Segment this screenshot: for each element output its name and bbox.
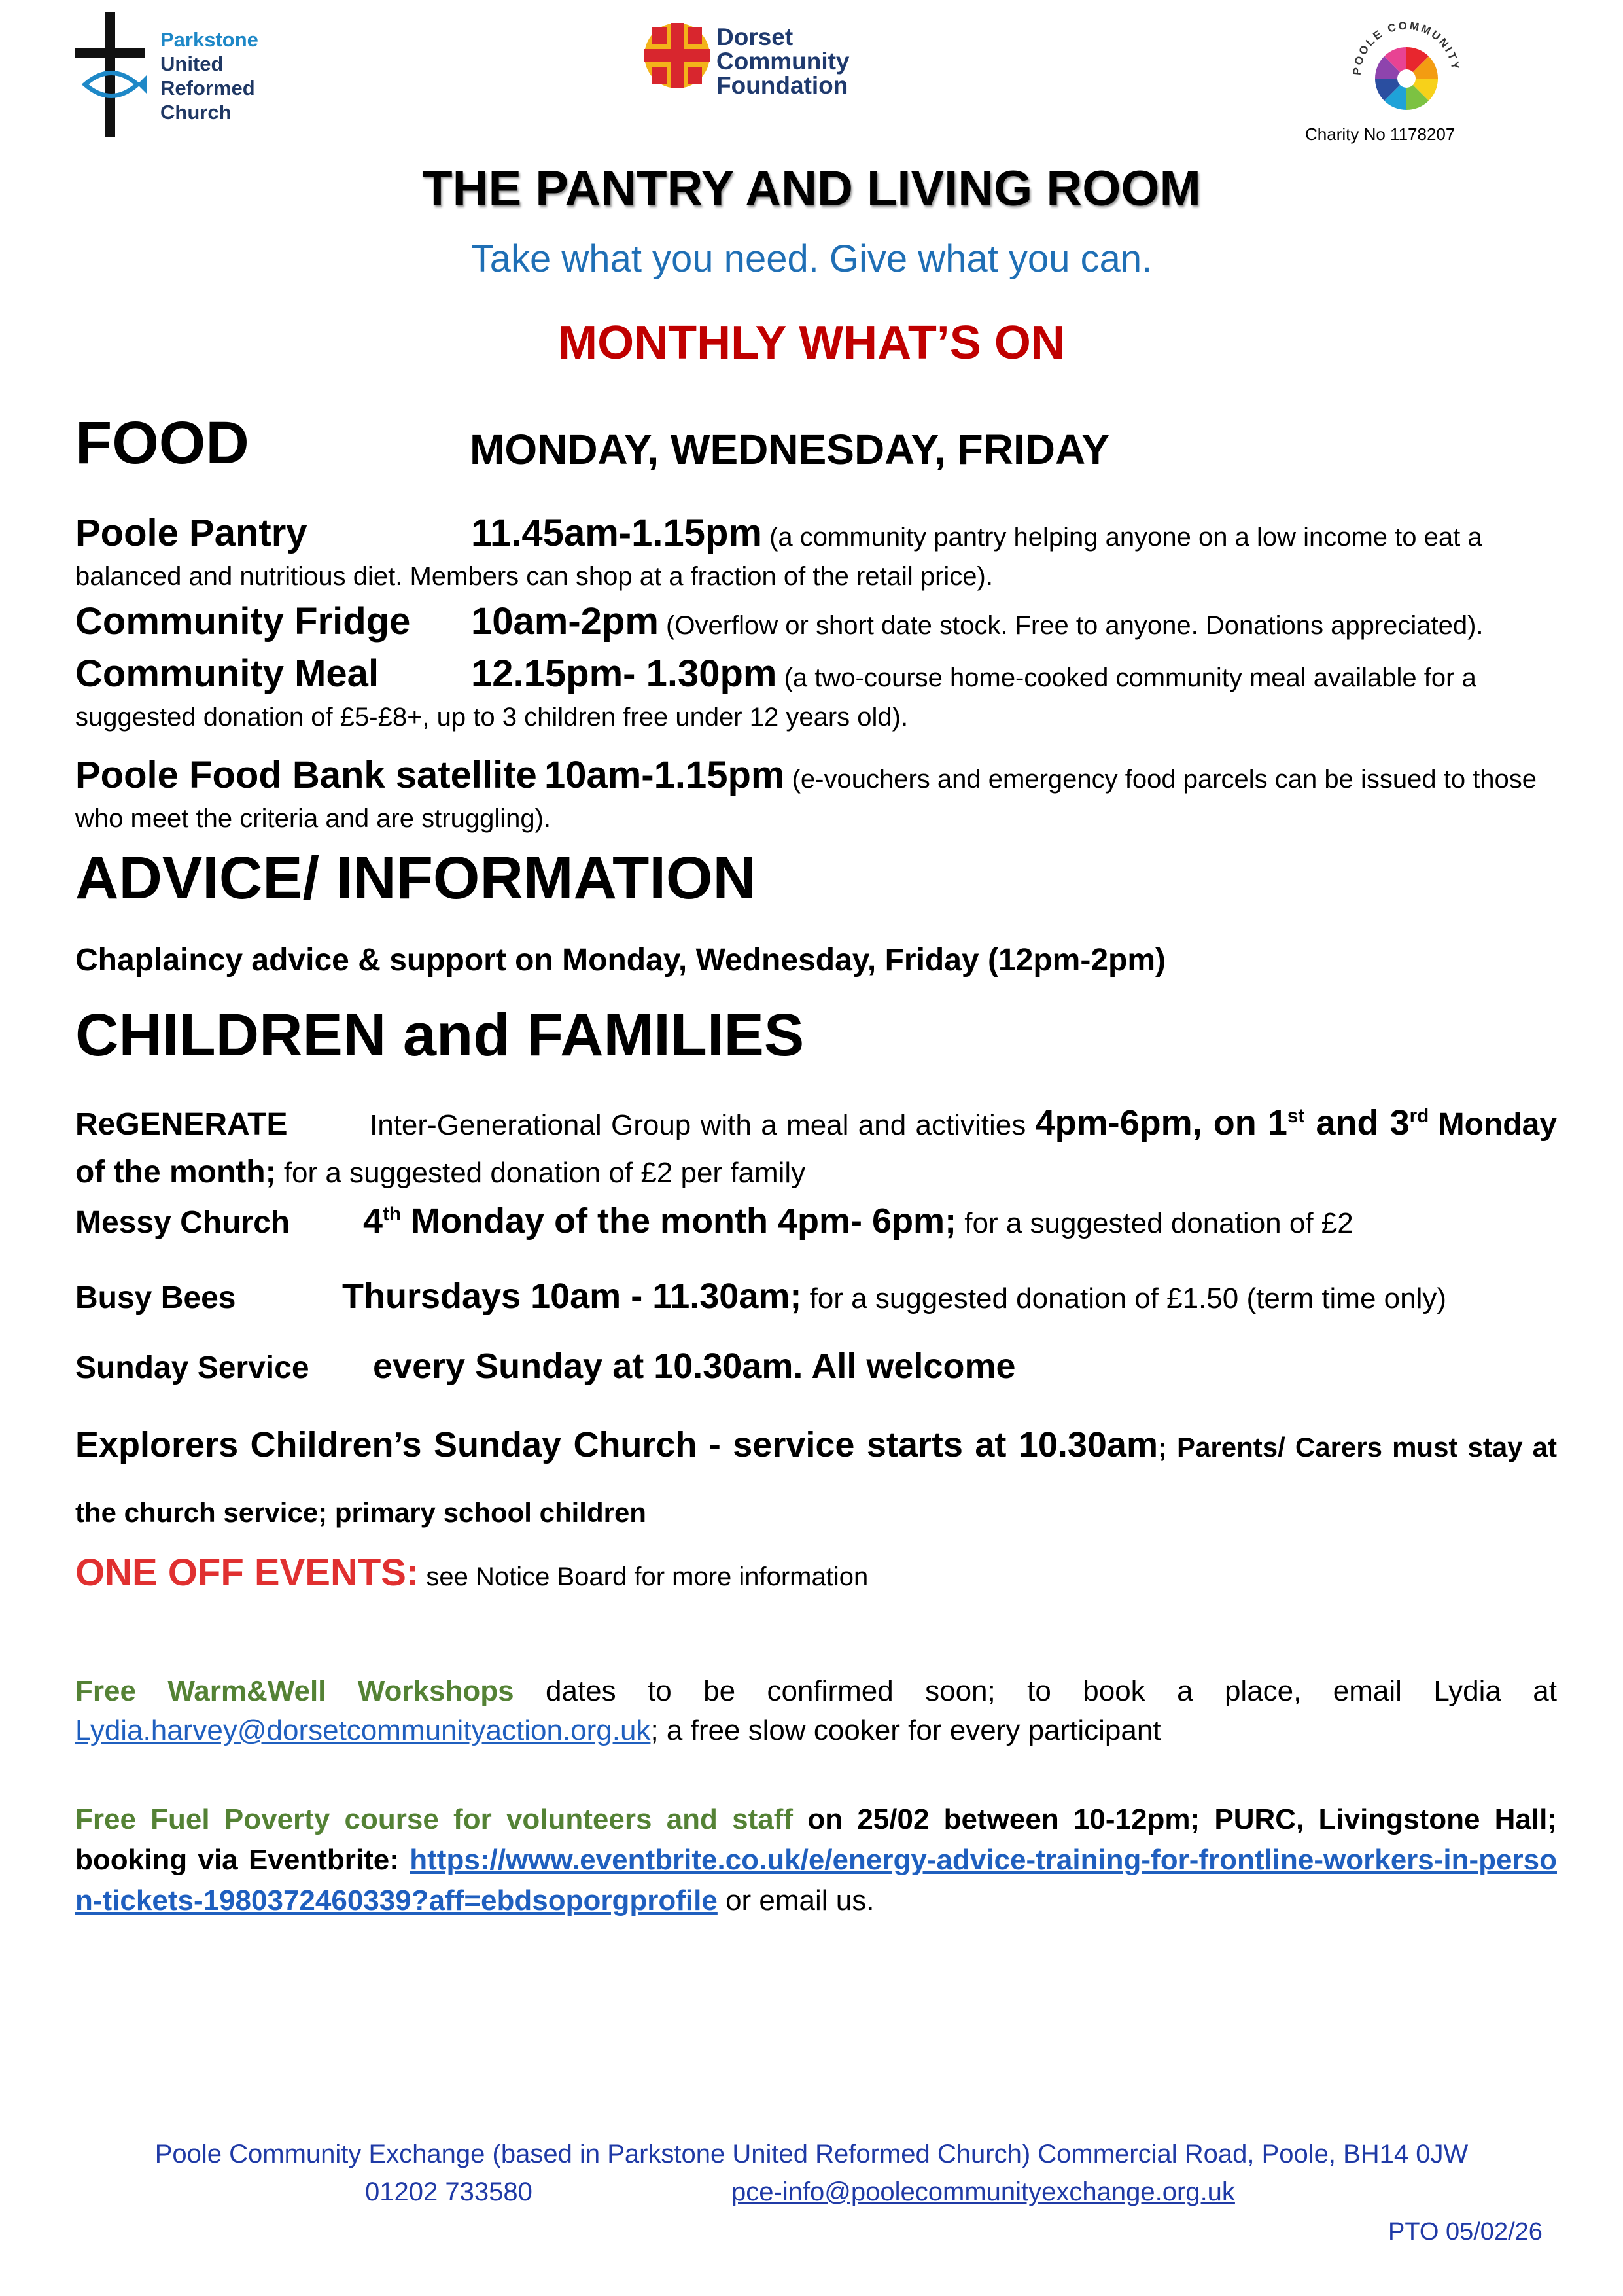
food-item-desc: (a two-course home-cooked community meal available for a suggested donation of £5-£8+, up to 3 children free under 12 years old). xyxy=(75,663,1476,732)
warm-well-tail: ; a free slow cooker for every participant xyxy=(650,1714,1161,1746)
messy-time: Monday of the month 4pm- 6pm; xyxy=(401,1201,957,1241)
warm-well-text: dates to be confirmed soon; to book a place, email Lydia at xyxy=(514,1675,1557,1707)
busy-bees-label: Busy Bees xyxy=(75,1280,236,1315)
messy-note: for a suggested donation of £2 xyxy=(956,1207,1353,1239)
sunday-service-item xyxy=(75,1343,1557,1392)
pce-wheel-icon xyxy=(1308,16,1505,128)
messy-church-item xyxy=(75,1197,1557,1247)
messy-church-label: Messy Church xyxy=(75,1205,290,1240)
one-off-text: see Notice Board for more information xyxy=(419,1563,869,1591)
regenerate-label: ReGENERATE xyxy=(75,1107,288,1142)
footer-pto: PTO 05/02/26 xyxy=(1388,2218,1543,2246)
explorers-note: ; Parents/ Carers must stay at the church service; primary school children xyxy=(75,1432,1557,1528)
lydia-email-link[interactable]: Lydia.harvey@dorsetcommunityaction.org.uk xyxy=(75,1714,651,1746)
messy-num: 4 xyxy=(363,1201,383,1241)
footer-phone: 01202 733580 xyxy=(365,2178,532,2206)
dcf-logo-text: Dorset Community Foundation xyxy=(716,24,850,99)
food-item-label: Poole Pantry xyxy=(75,512,307,554)
shield-icon xyxy=(644,20,710,92)
regenerate-time-b: and 3 xyxy=(1304,1103,1410,1142)
purc-logo xyxy=(72,9,268,143)
fuel-poverty-tail: or email us. xyxy=(717,1884,875,1916)
food-item-community-meal xyxy=(75,654,1557,737)
fuel-poverty-notice xyxy=(75,1799,1557,1921)
regenerate-time-c: Monday of the month; xyxy=(75,1107,1558,1190)
explorers-main: Explorers Children’s Sunday Church - service starts at 10.30am xyxy=(75,1425,1158,1464)
regenerate-item xyxy=(75,1099,1557,1197)
dcf-logo xyxy=(644,20,880,98)
food-days: MONDAY, WEDNESDAY, FRIDAY xyxy=(470,426,1109,473)
chaplaincy-text: Chaplaincy advice & support on Monday, Wednesday, Friday (12pm-2pm) xyxy=(75,943,1166,978)
charity-number: Charity No 1178207 xyxy=(1305,124,1456,144)
food-heading: FOOD xyxy=(75,410,249,476)
fuel-poverty-text: on 25/02 between 10-12pm; PURC, Livingstone Hall; booking via Eventbrite: xyxy=(75,1803,1558,1876)
sup-st: st xyxy=(1287,1105,1305,1127)
busy-bees-time: Thursdays 10am - 11.30am; xyxy=(342,1277,802,1316)
cross-fish-icon xyxy=(72,9,150,140)
svg-text:POOLE COMMUNITY EXCHANGE: POOLE COMMUNITY xyxy=(1350,19,1462,76)
food-item-desc: (e-vouchers and emergency food parcels can be issued to those who meet the criteria and are struggling). xyxy=(75,765,1537,833)
food-item-community-fridge xyxy=(75,602,1557,645)
food-item-label: Poole Food Bank satellite xyxy=(75,754,537,796)
busy-bees-item xyxy=(75,1273,1557,1322)
food-item-time: 11.45am-1.15pm xyxy=(471,512,762,554)
food-item-food-bank xyxy=(75,756,1557,838)
food-item-poole-pantry xyxy=(75,514,1557,596)
warm-well-heading: Free Warm&Well Workshops xyxy=(75,1675,514,1707)
advice-heading: ADVICE/ INFORMATION xyxy=(75,845,756,911)
monthly-subtitle: MONTHLY WHAT’S ON xyxy=(558,317,1065,369)
purc-logo-text: Parkstone United Reformed Church xyxy=(160,28,258,124)
busy-bees-note: for a suggested donation of £1.50 (term time only) xyxy=(801,1282,1447,1315)
food-item-time: 10am-1.15pm xyxy=(544,754,785,796)
explorers-item xyxy=(75,1412,1557,1545)
food-item-desc: (Overflow or short date stock. Free to anyone. Donations appreciated). xyxy=(658,611,1484,640)
food-item-time: 10am-2pm xyxy=(471,600,659,643)
food-item-desc: (a community pantry helping anyone on a low income to eat a balanced and nutritious diet. Members can shop at a fraction of the retail price). xyxy=(75,523,1482,591)
food-item-label: Community Fridge xyxy=(75,600,411,643)
one-off-events xyxy=(75,1551,868,1595)
regenerate-desc: Inter-Generational Group with a meal and activities xyxy=(370,1109,1026,1141)
food-item-label: Community Meal xyxy=(75,652,379,695)
sup-th: th xyxy=(383,1203,402,1225)
sup-rd: rd xyxy=(1409,1105,1429,1127)
tagline: Take what you need. Give what you can. xyxy=(470,238,1153,280)
page-title: THE PANTRY AND LIVING ROOM xyxy=(422,161,1201,217)
footer-email-link[interactable]: pce-info@poolecommunityexchange.org.uk xyxy=(731,2178,1235,2206)
warm-well-notice xyxy=(75,1672,1557,1750)
sunday-service-label: Sunday Service xyxy=(75,1351,309,1385)
fuel-poverty-heading: Free Fuel Poverty course for volunteers and staff xyxy=(75,1803,794,1835)
regenerate-note: for a suggested donation of £2 per family xyxy=(275,1157,806,1189)
eventbrite-link[interactable]: https://www.eventbrite.co.uk/e/energy-advice-training-for-frontline-workers-in-person-tickets-1980372460339?aff=ebdsoporgprofile xyxy=(75,1844,1557,1916)
sunday-service-text: every Sunday at 10.30am. All welcome xyxy=(373,1347,1016,1386)
footer-address: Poole Community Exchange (based in Parkstone United Reformed Church) Commercial Road, Poole, BH14 0JW xyxy=(154,2140,1469,2168)
one-off-heading: ONE OFF EVENTS: xyxy=(75,1551,419,1594)
children-heading: CHILDREN and FAMILIES xyxy=(75,1002,805,1069)
regenerate-time-a: 4pm-6pm, on 1 xyxy=(1035,1103,1287,1142)
food-item-time: 12.15pm- 1.30pm xyxy=(471,652,777,695)
